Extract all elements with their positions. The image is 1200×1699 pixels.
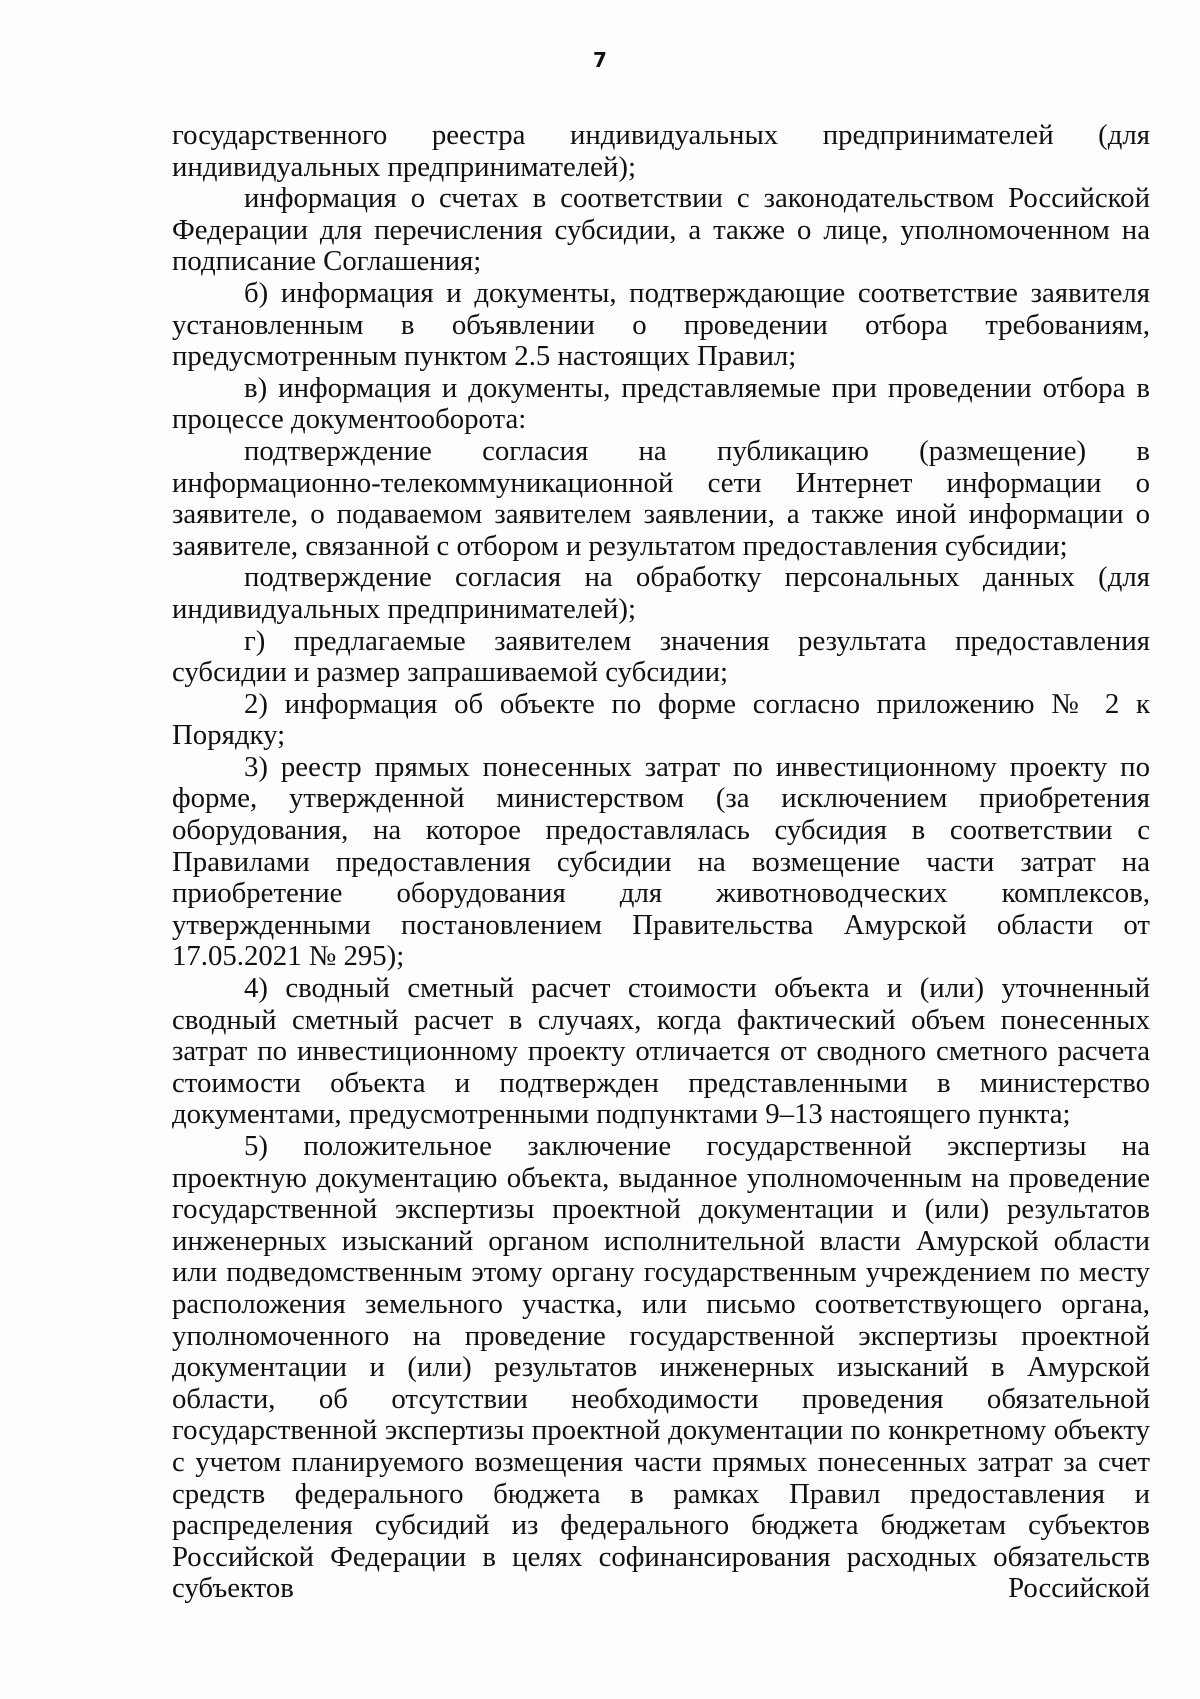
paragraph-registry: государственного реестра индивидуальных предпринимателей (для индивидуальных предпринимателей); xyxy=(172,119,1150,183)
paragraph-item-2: 2) информация об объекте по форме согласно приложению № 2 к Порядку; xyxy=(172,687,1150,752)
paragraph-item-4: 4) сводный сметный расчет стоимости объекта и (или) уточненный сводный сметный расчет в случаях, когда фактический объем понесенных затрат по инвестиционному проекту отличается от сводного сметного расчета стоимости объекта и подтвержден представленными в министерство документами, предусмотренными подпунктами 9–13 настоящего пункта; xyxy=(172,972,1150,1131)
paragraph-item-v: в) информация и документы, представляемые при проведении отбора в процессе документооборота: xyxy=(172,371,1150,436)
paragraph-item-g: г) предлагаемые заявителем значения результата предоставления субсидии и размер запрашиваемой субсидии; xyxy=(172,624,1150,689)
paragraph-item-3: 3) реестр прямых понесенных затрат по инвестиционному проекту по форме, утвержденной министерством (за исключением приобретения оборудования, на которое предоставлялась субсидия в соответствии с Правилами предоставления субсидии на возмещение части затрат на приобретение оборудования для животноводческих комплексов, утвержденными постановлением Правительства Амурской области от 17.05.2021 № 295); xyxy=(172,750,1150,973)
document-body xyxy=(172,120,1150,1605)
paragraph-item-b: б) информация и документы, подтверждающие соответствие заявителя установленным в объявлении о проведении отбора требованиям, предусмотренным пунктом 2.5 настоящих Правил; xyxy=(172,276,1150,373)
paragraph-publication-consent: подтверждение согласия на публикацию (размещение) в информационно-телекоммуникационной сети Интернет информации о заявителе, о подаваемом заявителем заявлении, а также иной информации о заявителе, связанной с отбором и результатом предоставления субсидии; xyxy=(172,434,1150,562)
page-number: 7 xyxy=(593,48,607,72)
paragraph-item-5: 5) положительное заключение государственной экспертизы на проектную документацию объекта, выданное уполномоченным на проведение государственной экспертизы проектной документации и (или) результатов инженерных изысканий органом исполнительной власти Амурской области или подведомственным этому органу государственным учреждением по месту расположения земельного участка, или письмо соответствующего органа, уполномоченного на проведение государственной экспертизы проектной документации и (или) результатов инженерных изысканий в Амурской области, об отсутствии необходимости проведения обязательной государственной экспертизы проектной документации по конкретному объекту с учетом планируемого возмещения части прямых понесенных затрат за счет средств федерального бюджета в рамках Правил предоставления и распределения субсидий из федерального бюджета бюджетам субъектов Российской Федерации в целях софинансирования расходных обязательств субъектов Российской xyxy=(172,1130,1150,1605)
paragraph-accounts-info: информация о счетах в соответствии с законодательством Российской Федерации для перечисления субсидии, а также о лице, уполномоченном на подписание Соглашения; xyxy=(172,182,1150,278)
paragraph-personal-data-consent: подтверждение согласия на обработку персональных данных (для индивидуальных предпринимателей); xyxy=(172,561,1150,625)
